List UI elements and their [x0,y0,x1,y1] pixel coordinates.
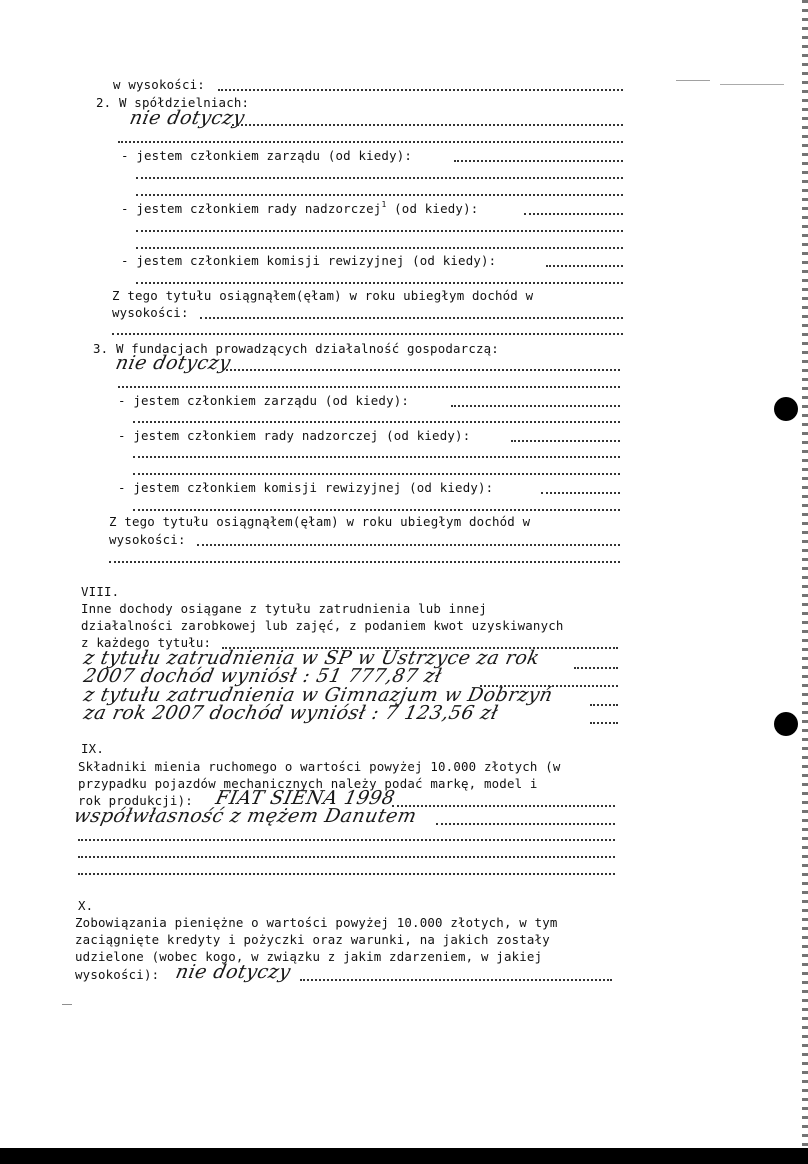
punch-hole [774,712,798,736]
dotted-line [451,405,620,407]
viii-handwritten-line4: za rok 2007 dochód wyniósł : 7 123,56 zł [81,702,501,724]
dotted-line [546,265,623,267]
dotted-line [392,805,615,807]
dotted-line [300,979,612,981]
dotted-line [136,177,623,179]
income-amount-label: w wysokości: [113,77,213,92]
section-x-text3: udzielone (wobec kogo, w związku z jakim zdarzeniem, w jakiej [75,949,543,964]
dotted-line [590,722,618,724]
foundation-income-line1: Z tego tytułu osiągnąłem(ęłam) w roku ubiegłym dochód w [109,514,531,529]
x-handwritten: nie dotyczy [173,961,293,983]
viii-handwritten-line2: 2007 dochód wyniósł : 51 777,87 zł [81,665,444,687]
section-ix-heading: IX. [81,741,104,756]
viii-handwritten-line1: z tytułu zatrudnienia w SP w Ustrzyce za rok [81,647,542,669]
coop-income-line2: wysokości: [112,305,197,320]
dotted-line [133,456,620,458]
dotted-line [78,873,615,875]
foundations-heading: 3. W fundacjach prowadzących działalność gospodarczą: [93,341,499,356]
section-ix-text3: rok produkcji): [78,793,201,808]
dotted-line [136,230,623,232]
scan-speck [676,80,710,81]
dotted-line [136,282,623,284]
dotted-line [454,160,623,162]
ix-handwritten-line1: FIAT SIENA 1998 [213,787,398,809]
section-viii-text3: z każdego tytułu: [81,635,212,650]
dotted-line [590,704,618,706]
section-x-text1: Zobowiązania pieniężne o wartości powyżej 10.000 złotych, w tym [75,915,558,930]
dotted-line [436,823,615,825]
dotted-line [200,317,623,319]
cooperatives-heading: 2. W spółdzielniach: [96,95,250,110]
scan-bottom-edge [0,1148,808,1164]
section-x-heading: X. [78,898,94,913]
foundation-income-line2: wysokości: [109,532,194,547]
dotted-line [133,421,620,423]
coop-board-label: - jestem członkiem zarządu (od kiedy): [121,148,420,163]
dotted-line [511,440,620,442]
cooperatives-handwritten: nie dotyczy [127,107,247,129]
scan-speck [720,84,784,85]
dotted-line [112,333,623,335]
dotted-line [109,561,620,563]
section-x-text4: wysokości): [75,967,167,982]
dotted-line [78,856,615,858]
section-viii-heading: VIII. [81,584,120,599]
viii-handwritten-line3: z tytułu zatrudnienia w Gimnazjum w Dobrzyń [81,684,555,706]
dotted-line [133,509,620,511]
foundation-board-label: - jestem członkiem zarządu (od kiedy): [118,393,417,408]
coop-income-line1: Z tego tytułu osiągnąłem(ęłam) w roku ubiegłym dochód w [112,288,534,303]
dotted-line [118,386,620,388]
coop-audit-label: - jestem członkiem komisji rewizyjnej (od kiedy): [121,253,504,268]
dotted-line [524,213,623,215]
foundation-supervisory-label: - jestem członkiem rady nadzorczej (od kiedy): [118,428,479,443]
coop-supervisory-label: - jestem członkiem rady nadzorczej$^1$ (od kiedy): [121,200,487,216]
dotted-line [136,247,623,249]
scan-edge [802,0,808,1164]
dotted-line [574,667,618,669]
dotted-line [197,544,620,546]
dotted-line [232,124,623,126]
dotted-line [78,839,615,841]
dotted-line [136,194,623,196]
section-x-text2: zaciągnięte kredyty i pożyczki oraz warunki, na jakich zostały [75,932,550,947]
dotted-line [226,369,620,371]
section-viii-text1: Inne dochody osiągane z tytułu zatrudnienia lub innej [81,601,487,616]
foundations-handwritten: nie dotyczy [113,352,233,374]
dotted-line [118,141,623,143]
dotted-line [541,492,620,494]
punch-hole [774,397,798,421]
section-viii-text2: działalności zarobkowej lub zajęć, z podaniem kwot uzyskiwanych [81,618,564,633]
ix-handwritten-line2: współwłasność z mężem Danutem [71,805,419,827]
scan-speck [62,1004,72,1005]
foundation-audit-label: - jestem członkiem komisji rewizyjnej (od kiedy): [118,480,501,495]
section-ix-text1: Składniki mienia ruchomego o wartości powyżej 10.000 złotych (w [78,759,561,774]
dotted-line [218,89,623,91]
dotted-line [133,473,620,475]
section-ix-text2: przypadku pojazdów mechanicznych należy podać markę, model i [78,776,538,791]
